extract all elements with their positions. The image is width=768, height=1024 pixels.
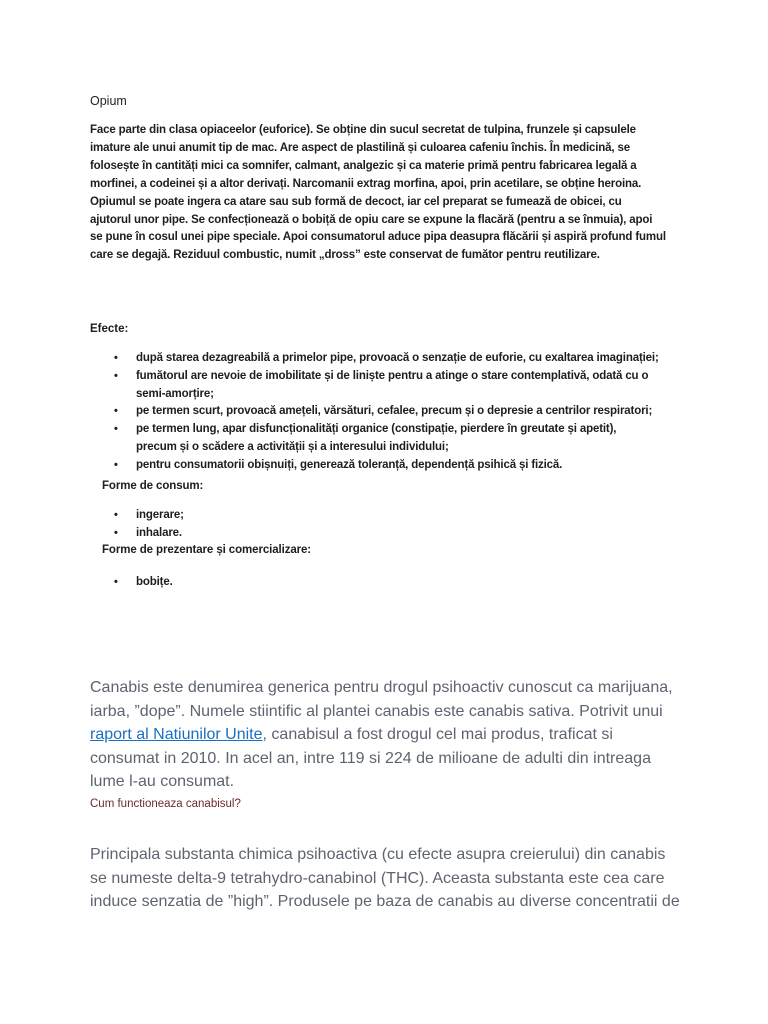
bullet-icon: • <box>114 369 118 382</box>
text-line: consumat in 2010. In acel an, intre 119 si 224 de milioane de adulti din intreaga <box>90 749 651 767</box>
list-item <box>114 368 706 404</box>
text-line: se pune în cosul unei pipe speciale. Apoi consumatorul aduce pipa deasupra flăcării și aspiră profund fumul <box>90 231 666 244</box>
list-item-text: ingerare; <box>136 509 184 521</box>
list-item <box>114 350 706 368</box>
bullet-icon: • <box>114 509 118 521</box>
text-line <box>90 723 690 747</box>
consumption-list <box>114 507 706 543</box>
text-line: se numeste delta-9 tetrahydro-canabinol (THC). Aceasta substanta este cea care <box>90 869 665 887</box>
list-item <box>114 525 706 543</box>
list-item <box>114 421 706 457</box>
cannabis-intro <box>90 676 690 794</box>
bullet-icon: • <box>114 526 118 539</box>
effects-label: Efecte: <box>90 323 129 335</box>
cannabis-how-heading: Cum functioneaza canabisul? <box>90 798 241 810</box>
list-item-text: după starea dezagreabilă a primelor pipe, provoacă o senzație de euforie, cu exaltarea imaginației; <box>136 352 659 364</box>
list-item-text: inhalare. <box>136 526 182 539</box>
list-item <box>114 403 706 421</box>
bullet-icon: • <box>114 576 118 588</box>
text-fragment: , canabisul a fost drogul cel mai produs, traficat si <box>262 726 613 743</box>
list-item-text: fumătorul are nevoie de imobilitate și de liniște pentru a atinge o stare contemplativă, odată cu o <box>136 369 649 382</box>
bullet-icon: • <box>114 423 118 436</box>
text-line: Opiumul se poate ingera ca atare sau sub formă de decoct, iar cel preparat se fumează de obicei, cu <box>90 195 622 208</box>
text-line: care se degajă. Reziduul combustic, numit „dross” este conservat de fumător pentru reutilizare. <box>90 249 600 262</box>
list-item-text: pe termen lung, apar disfuncționalități organice (constipație, pierdere în greutate și apetit), <box>136 423 617 436</box>
presentation-list <box>114 574 706 592</box>
text-line: Face parte din clasa opiaceelor (euforice). Se obține din sucul secretat de tulpina, frunzele și capsulele <box>90 124 636 136</box>
list-item-text: precum și o scădere a activității și a interesului individului; <box>136 440 449 453</box>
effects-list <box>114 350 706 475</box>
text-line: Canabis este denumirea generica pentru drogul psihoactiv cunoscut ca marijuana, <box>90 679 673 696</box>
bullet-icon: • <box>114 352 118 364</box>
bullet-icon: • <box>114 458 118 471</box>
list-item <box>114 574 706 592</box>
opium-title: Opium <box>90 94 127 108</box>
text-line: Principala substanta chimica psihoactiva (cu efecte asupra creierului) din canabis <box>90 846 666 863</box>
text-line: iarba, ”dope”. Numele stiintific al plantei canabis este canabis sativa. Potrivit unui <box>90 702 663 720</box>
consumption-label: Forme de consum: <box>102 480 204 492</box>
list-item <box>114 457 706 475</box>
text-line: induce senzatia de ”high”. Produsele pe baza de canabis au diverse concentratii de <box>90 893 680 910</box>
text-line: lume l-au consumat. <box>90 773 235 790</box>
text-line: morfinei, a codeinei și a altor derivați. Narcomanii extrag morfina, apoi, prin acetilare, se obține heroina. <box>90 177 642 190</box>
bullet-icon: • <box>114 405 118 418</box>
opium-description <box>90 122 690 265</box>
un-report-link[interactable]: raport al Natiunilor Unite <box>90 726 263 743</box>
text-line: ajutorul unor pipe. Se confecționează o bobiță de opiu care se expune la flacără (pentru a se înmuia), apoi <box>90 213 653 226</box>
list-item-text: bobițe. <box>136 576 173 588</box>
cannabis-body <box>90 843 690 914</box>
list-item-text: semi-amorțire; <box>136 387 214 400</box>
list-item-text: pe termen scurt, provoacă amețeli, vărsături, cefalee, precum și o depresie a centrilor respiratori; <box>136 405 653 418</box>
list-item-text: pentru consumatorii obișnuiți, generează toleranță, dependență psihică și fizică. <box>136 458 563 471</box>
presentation-label: Forme de prezentare și comercializare: <box>102 544 312 556</box>
text-line: imature ale unui anumit tip de mac. Are aspect de plastilină și culoarea cafeniu închis. În medicină, se <box>90 141 630 154</box>
text-line: folosește în cantități mici ca somnifer, calmant, analgezic și ca materie primă pentru fabricarea legală a <box>90 159 637 172</box>
list-item <box>114 507 706 525</box>
